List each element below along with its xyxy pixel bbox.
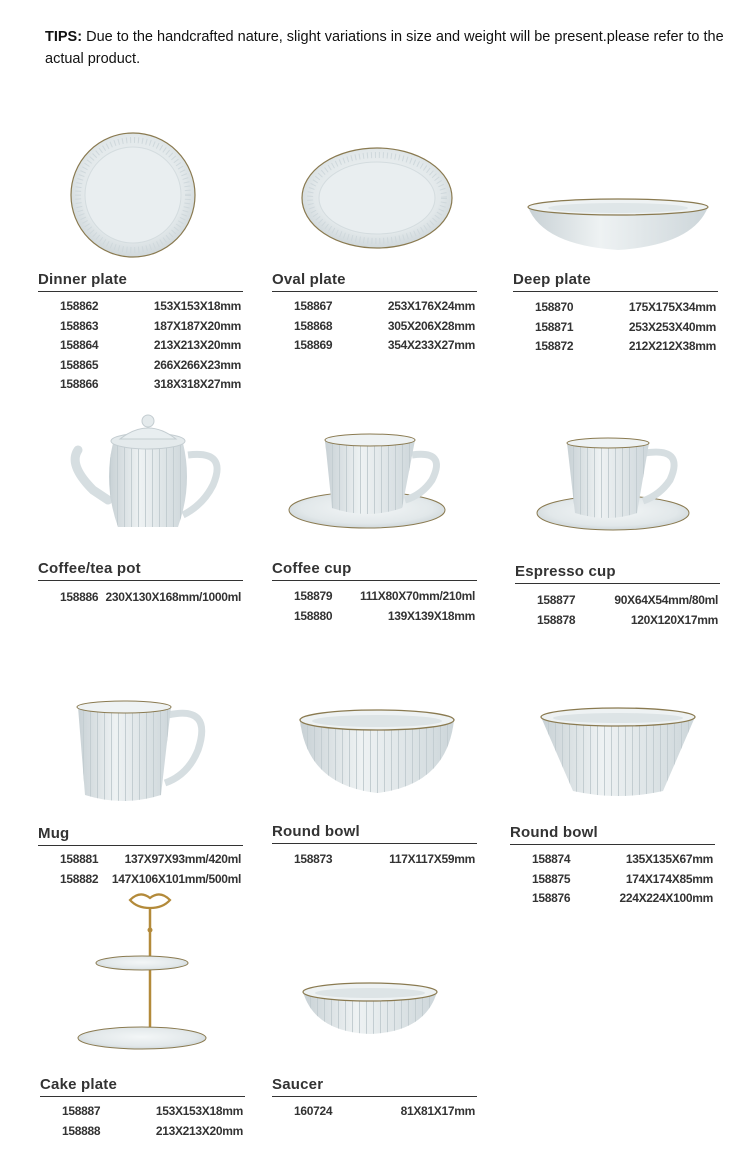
product-size: 137X97X93mm/420ml (124, 852, 241, 866)
round-bowl-image (297, 705, 457, 800)
product-size: 175X175X34mm (628, 300, 716, 314)
product-label: Coffee cup (272, 560, 477, 581)
tips-text: Due to the handcrafted nature, slight variations in size and weight will be present.please refer to the actual product. (45, 29, 724, 67)
product-label: Saucer (272, 1076, 477, 1097)
tips-label: TIPS: (45, 29, 83, 45)
product-saucer (272, 890, 477, 1130)
product-code: 158871 (535, 319, 574, 334)
table-row (38, 870, 243, 890)
product-code: 158869 (294, 338, 333, 352)
product-label: Oval plate (272, 271, 477, 292)
table-row (272, 297, 477, 317)
product-size: 305X206X28mm (387, 318, 475, 333)
product-size: 174X174X85mm (625, 871, 713, 886)
product-size: 230X130X168mm/1000ml (105, 590, 241, 604)
product-code: 158868 (294, 318, 333, 333)
product-size: 213X213X20mm (153, 338, 241, 352)
product-code: 158878 (537, 612, 576, 627)
espresso-cup-image (535, 435, 695, 545)
table-row (272, 587, 477, 607)
product-label: Coffee/tea pot (38, 560, 243, 581)
product-code: 158874 (532, 852, 571, 866)
table-row (515, 611, 720, 631)
table-row (38, 317, 243, 337)
table-row (272, 336, 477, 356)
product-size: 90X64X54mm/80ml (614, 593, 718, 607)
round-bowl-image (538, 705, 698, 800)
product-deep-plate (513, 125, 718, 365)
oval-plate-image (297, 145, 457, 255)
product-label: Round bowl (272, 823, 477, 844)
product-round-bowl-small (272, 690, 477, 890)
product-size: 212X212X38mm (628, 339, 716, 353)
product-code: 158881 (60, 852, 99, 866)
product-cake-plate (40, 890, 245, 1145)
table-row (272, 1102, 477, 1122)
product-code: 158866 (60, 377, 99, 391)
product-code: 158875 (532, 871, 571, 886)
table-row (513, 337, 718, 357)
product-code: 158863 (60, 318, 99, 333)
product-size: 224X224X100mm (619, 891, 713, 905)
product-size: 253X176X24mm (387, 299, 475, 313)
table-row (38, 588, 243, 608)
table-row (272, 607, 477, 627)
table-row (272, 850, 477, 870)
table-row (40, 1102, 245, 1122)
product-size: 354X233X27mm (387, 338, 475, 352)
product-size: 153X153X18mm (155, 1104, 243, 1118)
cake-stand-image (75, 890, 225, 1060)
product-code: 158867 (294, 299, 333, 313)
product-size: 139X139X18mm (387, 608, 475, 623)
table-row (515, 591, 720, 611)
dinner-plate-image (68, 130, 198, 260)
product-code: 158879 (294, 589, 333, 603)
table-row (38, 850, 243, 870)
product-mug (38, 690, 243, 890)
product-code: 158880 (294, 608, 333, 623)
table-row (513, 298, 718, 318)
product-size: 135X135X67mm (625, 852, 713, 866)
table-row (38, 336, 243, 356)
table-row (510, 850, 715, 870)
table-row (510, 870, 715, 890)
deep-plate-image (523, 195, 713, 255)
product-code: 158870 (535, 300, 574, 314)
product-size: 111X80X70mm/210ml (360, 589, 475, 603)
teapot-image (58, 415, 228, 535)
product-code: 158873 (294, 852, 333, 866)
product-size: 147X106X101mm/500ml (111, 871, 241, 886)
product-size: 253X253X40mm (628, 319, 716, 334)
product-label: Mug (38, 825, 243, 846)
product-coffee-tea-pot (38, 410, 243, 620)
product-code: 158877 (537, 593, 576, 607)
product-size: 117X117X59mm (389, 852, 475, 866)
product-size: 120X120X17mm (630, 612, 718, 627)
table-row (38, 375, 243, 395)
product-coffee-cup (272, 410, 477, 623)
coffee-cup-image (287, 430, 457, 550)
product-label: Round bowl (510, 824, 715, 845)
table-row (40, 1122, 245, 1142)
product-code: 158862 (60, 299, 99, 313)
product-code: 160724 (294, 1104, 333, 1118)
product-round-bowl-large (510, 690, 715, 910)
product-code: 158872 (535, 339, 574, 353)
product-label: Espresso cup (515, 563, 720, 584)
product-size: 81X81X17mm (400, 1104, 475, 1118)
product-label: Cake plate (40, 1076, 245, 1097)
product-code: 158864 (60, 338, 99, 352)
table-row (38, 297, 243, 317)
product-code: 158886 (60, 590, 99, 604)
product-code: 158888 (62, 1123, 101, 1138)
product-code: 158876 (532, 891, 571, 905)
product-oval-plate (272, 125, 477, 365)
product-size: 318X318X27mm (153, 377, 241, 391)
product-code: 158882 (60, 871, 99, 886)
product-code: 158865 (60, 357, 99, 372)
product-label: Dinner plate (38, 271, 243, 292)
product-size: 213X213X20mm (155, 1123, 243, 1138)
product-code: 158887 (62, 1104, 101, 1118)
table-row (38, 356, 243, 376)
saucer-image (300, 980, 450, 1040)
product-label: Deep plate (513, 271, 718, 292)
product-espresso-cup (515, 410, 720, 627)
product-dinner-plate (38, 125, 243, 405)
table-row (513, 318, 718, 338)
product-size: 187X187X20mm (153, 318, 241, 333)
mug-image (73, 695, 223, 815)
table-row (510, 889, 715, 909)
table-row (272, 317, 477, 337)
product-size: 266X266X23mm (153, 357, 241, 372)
product-size: 153X153X18mm (153, 299, 241, 313)
tips-note (45, 26, 725, 70)
